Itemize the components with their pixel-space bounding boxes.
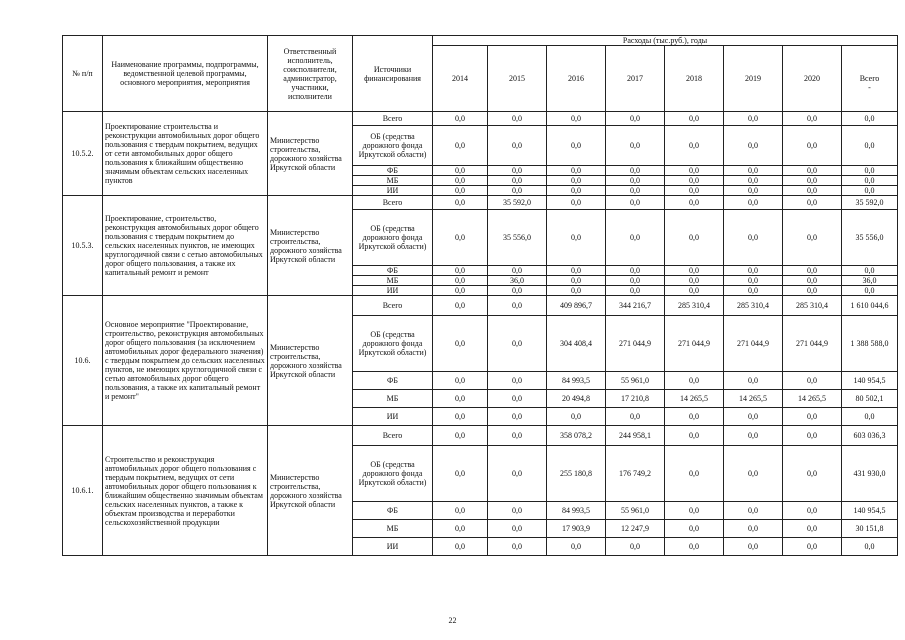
year-value-cell: 271 044,9 <box>724 316 783 372</box>
year-value-cell: 0,0 <box>433 186 488 196</box>
year-value-cell: 0,0 <box>488 538 547 556</box>
year-value-cell: 0,0 <box>488 446 547 502</box>
year-value-cell: 0,0 <box>606 286 665 296</box>
year-value-cell: 14 265,5 <box>724 390 783 408</box>
table-row <box>63 112 898 126</box>
year-value-cell: 0,0 <box>488 286 547 296</box>
year-value-cell: 0,0 <box>433 276 488 286</box>
year-value-cell: 0,0 <box>665 372 724 390</box>
year-value-cell: 0,0 <box>724 196 783 210</box>
row-number: 10.5.3. <box>63 196 103 296</box>
year-value-cell: 0,0 <box>783 112 842 126</box>
year-value-cell: 0,0 <box>665 196 724 210</box>
year-value-cell: 0,0 <box>433 296 488 316</box>
year-value-cell: 0,0 <box>783 502 842 520</box>
total-value-cell: 80 502,1 <box>842 390 898 408</box>
measure-name: Проектирование, строительство, реконструкция автомобильных дорог общего пользования с твердым покрытием до сельских населенных пунктов, не имеющих круглогодичной связи с сетью автомобильных дорог общего пользования, а также их капитальный ремонт и ремонт <box>103 196 268 296</box>
year-value-cell: 358 078,2 <box>547 426 606 446</box>
year-value-cell: 55 961,0 <box>606 372 665 390</box>
total-value-cell: 0,0 <box>842 176 898 186</box>
year-value-cell: 0,0 <box>665 538 724 556</box>
year-value-cell: 55 961,0 <box>606 502 665 520</box>
total-value-cell: 1 610 044,6 <box>842 296 898 316</box>
year-value-cell: 0,0 <box>724 502 783 520</box>
funding-source: ФБ <box>353 502 433 520</box>
measure-name: Проектирование строительства и реконструкции автомобильных дорог общего пользования с твердым покрытием, ведущих от сети автомобильных дорог общего пользования к ближайшим общественно значимым объектам сельских населенных пунктов <box>103 112 268 196</box>
year-value-cell: 0,0 <box>606 112 665 126</box>
year-value-cell: 0,0 <box>433 266 488 276</box>
year-value-cell: 0,0 <box>783 196 842 210</box>
year-value-cell: 285 310,4 <box>724 296 783 316</box>
total-value-cell: 0,0 <box>842 408 898 426</box>
year-value-cell: 0,0 <box>433 210 488 266</box>
year-value-cell: 0,0 <box>606 408 665 426</box>
total-value-cell: 0,0 <box>842 186 898 196</box>
funding-source: ОБ (средства дорожного фонда Иркутской области) <box>353 316 433 372</box>
total-value-cell: 0,0 <box>842 538 898 556</box>
header-col-source: Источники финансирования <box>353 36 433 112</box>
page-number: 22 <box>448 616 457 625</box>
funding-source: ОБ (средства дорожного фонда Иркутской области) <box>353 210 433 266</box>
year-value-cell: 0,0 <box>433 538 488 556</box>
measure-name: Строительство и реконструкция автомобильных дорог общего пользования с твердым покрытием, ведущих от сети автомобильных дорог общего пользования к ближайшим общественно значимым объектам сельских населенных пунктов, а также к объектам производства и переработки сельскохозяйственной продукции <box>103 426 268 556</box>
year-value-cell: 0,0 <box>665 520 724 538</box>
year-value-cell: 0,0 <box>724 446 783 502</box>
year-value-cell: 304 408,4 <box>547 316 606 372</box>
year-value-cell: 0,0 <box>665 126 724 166</box>
responsible-executor: Министерство строительства, дорожного хозяйства Иркутской области <box>268 426 353 556</box>
responsible-executor: Министерство строительства, дорожного хозяйства Иркутской области <box>268 296 353 426</box>
year-value-cell: 0,0 <box>488 186 547 196</box>
year-value-cell: 0,0 <box>433 112 488 126</box>
year-value-cell: 0,0 <box>488 166 547 176</box>
funding-source: ОБ (средства дорожного фонда Иркутской области) <box>353 126 433 166</box>
year-value-cell: 176 749,2 <box>606 446 665 502</box>
funding-source: МБ <box>353 176 433 186</box>
year-value-cell: 0,0 <box>724 266 783 276</box>
year-value-cell: 36,0 <box>488 276 547 286</box>
year-value-cell: 0,0 <box>783 186 842 196</box>
year-value-cell: 0,0 <box>547 276 606 286</box>
total-value-cell: 30 151,8 <box>842 520 898 538</box>
header-col-name: Наименование программы, подпрограммы, ведомственной целевой программы, основного мероприятия, мероприятия <box>103 36 268 112</box>
row-number: 10.5.2. <box>63 112 103 196</box>
year-value-cell: 0,0 <box>488 266 547 276</box>
year-value-cell: 0,0 <box>783 126 842 166</box>
year-value-cell: 271 044,9 <box>665 316 724 372</box>
year-value-cell: 0,0 <box>433 372 488 390</box>
year-value-cell: 0,0 <box>547 266 606 276</box>
year-value-cell: 0,0 <box>783 426 842 446</box>
funding-source: МБ <box>353 520 433 538</box>
year-value-cell: 0,0 <box>665 426 724 446</box>
year-value-cell: 409 896,7 <box>547 296 606 316</box>
year-value-cell: 0,0 <box>433 426 488 446</box>
funding-source: Всего <box>353 196 433 210</box>
header-total-mark: - <box>868 82 871 92</box>
year-value-cell: 0,0 <box>433 390 488 408</box>
table-row <box>63 196 898 210</box>
funding-source: ФБ <box>353 166 433 176</box>
total-value-cell: 35 592,0 <box>842 196 898 210</box>
year-value-cell: 0,0 <box>433 520 488 538</box>
year-value-cell: 0,0 <box>724 112 783 126</box>
year-value-cell: 0,0 <box>433 176 488 186</box>
year-value-cell: 0,0 <box>724 126 783 166</box>
year-value-cell: 0,0 <box>665 112 724 126</box>
total-value-cell: 0,0 <box>842 126 898 166</box>
year-value-cell: 0,0 <box>547 112 606 126</box>
funding-source: ИИ <box>353 286 433 296</box>
total-value-cell: 36,0 <box>842 276 898 286</box>
year-value-cell: 0,0 <box>547 166 606 176</box>
total-value-cell: 431 930,0 <box>842 446 898 502</box>
year-value-cell: 0,0 <box>433 126 488 166</box>
header-expenses: Расходы (тыс.руб.), годы <box>433 36 898 46</box>
year-value-cell: 14 265,5 <box>783 390 842 408</box>
year-value-cell: 0,0 <box>783 408 842 426</box>
measure-name: Основное мероприятие "Проектирование, строительство, реконструкция автомобильных дорог общего пользования (за исключением автомобильных дорог федерального значения) с твердым покрытием до сельских населенных пунктов, не имеющих круглогодичной связи с сетью автомобильных дорог общего пользования, а также их капитальный ремонт и ремонт" <box>103 296 268 426</box>
year-value-cell: 0,0 <box>724 210 783 266</box>
funding-source: Всего <box>353 112 433 126</box>
year-value-cell: 0,0 <box>547 408 606 426</box>
year-value-cell: 0,0 <box>488 390 547 408</box>
funding-source: МБ <box>353 390 433 408</box>
year-value-cell: 0,0 <box>783 266 842 276</box>
year-value-cell: 0,0 <box>665 166 724 176</box>
year-value-cell: 0,0 <box>433 408 488 426</box>
header-year-2016: 2016 <box>547 46 606 112</box>
table-row <box>63 296 898 316</box>
year-value-cell: 0,0 <box>547 186 606 196</box>
year-value-cell: 0,0 <box>783 372 842 390</box>
year-value-cell: 0,0 <box>606 266 665 276</box>
funding-source: МБ <box>353 276 433 286</box>
year-value-cell: 0,0 <box>433 446 488 502</box>
total-value-cell: 1 388 588,0 <box>842 316 898 372</box>
year-value-cell: 344 216,7 <box>606 296 665 316</box>
year-value-cell: 84 993,5 <box>547 502 606 520</box>
year-value-cell: 0,0 <box>488 316 547 372</box>
year-value-cell: 0,0 <box>665 446 724 502</box>
year-value-cell: 0,0 <box>606 276 665 286</box>
year-value-cell: 285 310,4 <box>665 296 724 316</box>
funding-source: ФБ <box>353 266 433 276</box>
year-value-cell: 14 265,5 <box>665 390 724 408</box>
year-value-cell: 0,0 <box>433 316 488 372</box>
year-value-cell: 20 494,8 <box>547 390 606 408</box>
table-row <box>63 426 898 446</box>
year-value-cell: 0,0 <box>724 286 783 296</box>
year-value-cell: 35 592,0 <box>488 196 547 210</box>
total-value-cell: 0,0 <box>842 266 898 276</box>
year-value-cell: 0,0 <box>488 296 547 316</box>
year-value-cell: 271 044,9 <box>783 316 842 372</box>
year-value-cell: 0,0 <box>433 502 488 520</box>
year-value-cell: 0,0 <box>488 176 547 186</box>
year-value-cell: 0,0 <box>547 538 606 556</box>
year-value-cell: 271 044,9 <box>606 316 665 372</box>
year-value-cell: 0,0 <box>724 426 783 446</box>
year-value-cell: 0,0 <box>783 286 842 296</box>
total-value-cell: 0,0 <box>842 112 898 126</box>
year-value-cell: 0,0 <box>488 372 547 390</box>
funding-source: ИИ <box>353 408 433 426</box>
total-value-cell: 35 556,0 <box>842 210 898 266</box>
year-value-cell: 0,0 <box>547 210 606 266</box>
year-value-cell: 17 210,8 <box>606 390 665 408</box>
header-col-responsible: Ответственный исполнитель, соисполнители, администратор, участники, исполнители <box>268 36 353 112</box>
header-year-2019: 2019 <box>724 46 783 112</box>
header-year-2017: 2017 <box>606 46 665 112</box>
year-value-cell: 0,0 <box>665 408 724 426</box>
year-value-cell: 0,0 <box>606 166 665 176</box>
year-value-cell: 0,0 <box>488 502 547 520</box>
header-year-2018: 2018 <box>665 46 724 112</box>
year-value-cell: 0,0 <box>665 286 724 296</box>
year-value-cell: 0,0 <box>488 112 547 126</box>
year-value-cell: 17 903,9 <box>547 520 606 538</box>
year-value-cell: 0,0 <box>433 196 488 210</box>
total-value-cell: 0,0 <box>842 166 898 176</box>
header-year-2014: 2014 <box>433 46 488 112</box>
responsible-executor: Министерство строительства, дорожного хозяйства Иркутской области <box>268 112 353 196</box>
year-value-cell: 35 556,0 <box>488 210 547 266</box>
header-total-label: Всего <box>859 73 880 83</box>
year-value-cell: 0,0 <box>547 176 606 186</box>
year-value-cell: 244 958,1 <box>606 426 665 446</box>
funding-source: Всего <box>353 426 433 446</box>
header-year-2020: 2020 <box>783 46 842 112</box>
row-number: 10.6. <box>63 296 103 426</box>
year-value-cell: 0,0 <box>783 210 842 266</box>
year-value-cell: 0,0 <box>724 176 783 186</box>
year-value-cell: 0,0 <box>547 126 606 166</box>
year-value-cell: 285 310,4 <box>783 296 842 316</box>
year-value-cell: 0,0 <box>488 520 547 538</box>
year-value-cell: 0,0 <box>783 538 842 556</box>
funding-source: ОБ (средства дорожного фонда Иркутской области) <box>353 446 433 502</box>
year-value-cell: 0,0 <box>488 408 547 426</box>
header-year-2015: 2015 <box>488 46 547 112</box>
year-value-cell: 0,0 <box>547 196 606 210</box>
budget-table <box>62 35 898 556</box>
year-value-cell: 0,0 <box>783 176 842 186</box>
total-value-cell: 140 954,5 <box>842 502 898 520</box>
year-value-cell: 0,0 <box>606 210 665 266</box>
header-total <box>842 46 898 112</box>
year-value-cell: 0,0 <box>433 166 488 176</box>
year-value-cell: 0,0 <box>547 286 606 296</box>
year-value-cell: 0,0 <box>606 126 665 166</box>
row-number: 10.6.1. <box>63 426 103 556</box>
total-value-cell: 140 954,5 <box>842 372 898 390</box>
year-value-cell: 0,0 <box>665 186 724 196</box>
funding-source: ИИ <box>353 538 433 556</box>
year-value-cell: 0,0 <box>665 266 724 276</box>
year-value-cell: 0,0 <box>724 538 783 556</box>
year-value-cell: 0,0 <box>724 372 783 390</box>
funding-source: ИИ <box>353 186 433 196</box>
funding-source: ФБ <box>353 372 433 390</box>
year-value-cell: 0,0 <box>724 186 783 196</box>
total-value-cell: 0,0 <box>842 286 898 296</box>
year-value-cell: 0,0 <box>606 538 665 556</box>
year-value-cell: 0,0 <box>783 520 842 538</box>
responsible-executor: Министерство строительства, дорожного хозяйства Иркутской области <box>268 196 353 296</box>
year-value-cell: 255 180,8 <box>547 446 606 502</box>
year-value-cell: 0,0 <box>783 166 842 176</box>
year-value-cell: 0,0 <box>606 176 665 186</box>
year-value-cell: 0,0 <box>665 276 724 286</box>
header-col-number: № п/п <box>63 36 103 112</box>
year-value-cell: 84 993,5 <box>547 372 606 390</box>
year-value-cell: 12 247,9 <box>606 520 665 538</box>
year-value-cell: 0,0 <box>665 502 724 520</box>
year-value-cell: 0,0 <box>606 196 665 210</box>
year-value-cell: 0,0 <box>606 186 665 196</box>
year-value-cell: 0,0 <box>783 276 842 286</box>
funding-source: Всего <box>353 296 433 316</box>
year-value-cell: 0,0 <box>433 286 488 296</box>
year-value-cell: 0,0 <box>488 126 547 166</box>
year-value-cell: 0,0 <box>665 210 724 266</box>
year-value-cell: 0,0 <box>724 166 783 176</box>
total-value-cell: 603 036,3 <box>842 426 898 446</box>
year-value-cell: 0,0 <box>665 176 724 186</box>
year-value-cell: 0,0 <box>724 520 783 538</box>
year-value-cell: 0,0 <box>724 276 783 286</box>
year-value-cell: 0,0 <box>724 408 783 426</box>
year-value-cell: 0,0 <box>783 446 842 502</box>
year-value-cell: 0,0 <box>488 426 547 446</box>
